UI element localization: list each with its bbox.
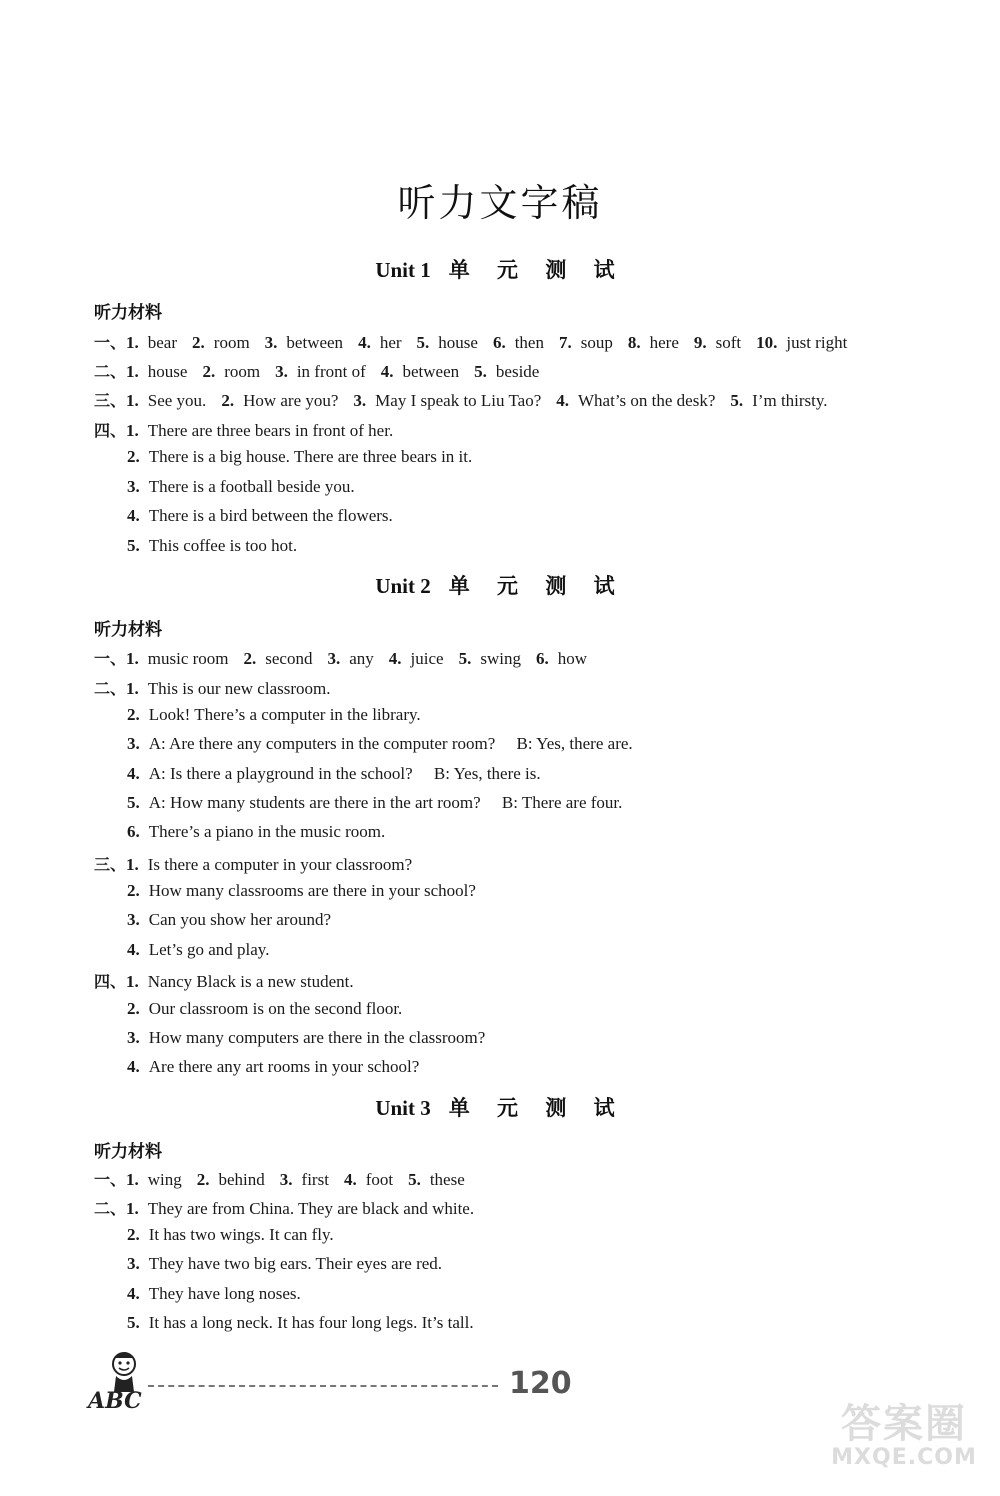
transcript-line (127, 822, 400, 842)
item-text: A: How many students are there in the art room? B: There are four. (148, 793, 623, 812)
item-text: music room (147, 649, 229, 668)
item-number: 3. (264, 333, 278, 352)
transcript-item (192, 333, 250, 352)
item-number: 1. (126, 1199, 139, 1218)
item-number: 2. (202, 362, 216, 381)
item-text: They are from China. They are black and white. (147, 1199, 475, 1218)
transcript-item (197, 1170, 265, 1189)
transcript-item (127, 734, 633, 753)
item-text: room (213, 333, 250, 352)
item-text: house (438, 333, 478, 352)
item-text: A: Is there a playground in the school? B: Yes, there is. (148, 764, 541, 783)
item-number: 1. (126, 855, 139, 874)
item-number: 8. (627, 333, 641, 352)
item-text: between (402, 362, 460, 381)
item-text: There is a football beside you. (148, 477, 355, 496)
transcript-item (126, 649, 229, 668)
item-text: It has two wings. It can fly. (148, 1225, 334, 1244)
item-text: Is there a computer in your classroom? (147, 855, 413, 874)
transcript-item (126, 1170, 182, 1189)
transcript-item (202, 362, 260, 381)
item-number: 4. (127, 1057, 140, 1076)
item-number: 4. (127, 764, 140, 783)
item-number: 1. (126, 391, 139, 410)
transcript-item (244, 649, 313, 668)
transcript-line (127, 1284, 316, 1304)
item-text: It has a long neck. It has four long legs. It’s tall. (148, 1313, 474, 1332)
transcript-item (126, 421, 393, 440)
item-number: 3. (327, 649, 341, 668)
section-number: 二、 (94, 679, 127, 698)
transcript-item (381, 362, 459, 381)
unit-test-heading: 单 元 测 试 (448, 258, 625, 282)
item-number: 3. (279, 1170, 293, 1189)
item-text: juice (410, 649, 444, 668)
item-text: I’m thirsty. (752, 391, 828, 410)
transcript-item (127, 822, 385, 841)
transcript-item (127, 999, 402, 1018)
item-text: wing (147, 1170, 182, 1189)
item-number: 3. (353, 391, 367, 410)
item-text: May I speak to Liu Tao? (375, 391, 542, 410)
unit-test-heading: 单 元 测 试 (448, 574, 625, 598)
transcript-item (730, 391, 827, 410)
item-text: just right (786, 333, 848, 352)
item-text: second (265, 649, 313, 668)
item-number: 4. (380, 362, 394, 381)
item-text: How many classrooms are there in your school? (148, 881, 476, 900)
transcript-item (127, 940, 269, 959)
transcript-item (127, 1254, 442, 1273)
transcript-item (127, 1057, 419, 1076)
transcript-item (126, 679, 330, 698)
item-text: house (147, 362, 188, 381)
transcript-item (127, 477, 355, 496)
transcript-line (127, 1313, 489, 1333)
item-number: 9. (693, 333, 707, 352)
item-text: between (286, 333, 344, 352)
transcript-line (94, 1196, 489, 1219)
unit-title (0, 254, 1000, 284)
transcript-line (94, 330, 862, 353)
item-text: beside (495, 362, 540, 381)
unit-label: Unit 3 (375, 1096, 431, 1120)
transcript-item (127, 1284, 301, 1303)
transcript-item (493, 333, 544, 352)
item-text: bear (147, 333, 178, 352)
item-text: any (349, 649, 374, 668)
transcript-item (628, 333, 679, 352)
transcript-item (127, 910, 331, 929)
transcript-item (127, 1313, 474, 1332)
item-number: 4. (127, 506, 140, 525)
item-number: 3. (275, 362, 288, 381)
transcript-item (327, 649, 373, 668)
item-text: Let’s go and play. (148, 940, 270, 959)
transcript-line (94, 359, 554, 382)
item-number: 2. (243, 649, 257, 668)
transcript-line (127, 1254, 457, 1274)
item-text: her (379, 333, 402, 352)
transcript-line (127, 506, 408, 526)
item-number: 5. (730, 391, 744, 410)
transcript-item (536, 649, 587, 668)
transcript-line (94, 646, 602, 669)
item-text: Look! There’s a computer in the library. (148, 705, 421, 724)
unit-label: Unit 2 (375, 574, 431, 598)
item-number: 2. (127, 705, 140, 724)
transcript-item (358, 333, 401, 352)
item-number: 5. (127, 536, 140, 555)
item-text: This coffee is too hot. (148, 536, 298, 555)
transcript-item (126, 391, 206, 410)
section-number: 一、 (94, 1170, 127, 1189)
transcript-line (127, 793, 637, 813)
transcript-item (127, 1225, 334, 1244)
transcript-line (127, 910, 346, 930)
item-text: Can you show her around? (148, 910, 331, 929)
item-text: A: Are there any computers in the computer room? B: Yes, there are. (148, 734, 633, 753)
transcript-line (94, 388, 843, 411)
footer-dashed-line (148, 1385, 498, 1387)
transcript-item (694, 333, 741, 352)
item-number: 5. (416, 333, 430, 352)
transcript-line (94, 852, 427, 875)
transcript-item (127, 881, 476, 900)
watermark-logo: 答案圈 (841, 1401, 967, 1447)
transcript-line (127, 1028, 500, 1048)
item-number: 4. (127, 940, 140, 959)
item-text: They have long noses. (148, 1284, 301, 1303)
transcript-line (127, 447, 487, 467)
transcript-item (474, 362, 539, 381)
item-number: 2. (127, 999, 140, 1018)
item-text: Our classroom is on the second floor. (148, 999, 403, 1018)
transcript-line (127, 999, 417, 1019)
unit-test-heading: 单 元 测 试 (448, 1096, 625, 1120)
item-text: How are you? (243, 391, 339, 410)
item-number: 1. (126, 333, 139, 352)
section-number: 一、 (94, 649, 127, 668)
item-text: What’s on the desk? (578, 391, 716, 410)
item-number: 3. (127, 910, 140, 929)
transcript-line (127, 1057, 434, 1077)
item-number: 5. (127, 1313, 140, 1332)
transcript-line (127, 764, 556, 784)
item-number: 6. (535, 649, 549, 668)
transcript-line (94, 676, 346, 699)
item-text: See you. (147, 391, 207, 410)
item-number: 1. (126, 1170, 139, 1189)
item-number: 6. (492, 333, 506, 352)
item-number: 10. (756, 333, 778, 352)
section-number: 四、 (94, 421, 127, 440)
transcript-line (127, 1225, 349, 1245)
transcript-item (126, 333, 177, 352)
transcript-item (265, 333, 343, 352)
item-text: soft (715, 333, 742, 352)
item-text: swing (480, 649, 521, 668)
section-number: 一、 (94, 333, 127, 352)
section-number: 三、 (94, 855, 127, 874)
item-text: They have two big ears. Their eyes are red. (148, 1254, 443, 1273)
item-number: 2. (127, 1225, 140, 1244)
item-text: This is our new classroom. (147, 679, 331, 698)
transcript-line (94, 1167, 480, 1190)
item-text: how (557, 649, 587, 668)
item-text: foot (365, 1170, 394, 1189)
item-text: first (301, 1170, 329, 1189)
transcript-item (221, 391, 338, 410)
item-number: 1. (126, 649, 139, 668)
transcript-item (417, 333, 478, 352)
transcript-item (127, 447, 472, 466)
item-number: 2. (196, 1170, 210, 1189)
transcript-item (389, 649, 444, 668)
item-text: soup (580, 333, 613, 352)
item-number: 3. (127, 1254, 140, 1273)
watermark (814, 1392, 994, 1470)
transcript-item (127, 764, 541, 783)
item-number: 1. (126, 972, 139, 991)
transcript-line (127, 536, 312, 556)
item-number: 4. (388, 649, 402, 668)
item-number: 1. (126, 679, 139, 698)
item-number: 4. (556, 391, 570, 410)
transcript-item (280, 1170, 329, 1189)
page-number: 120 (509, 1366, 572, 1401)
item-number: 2. (192, 333, 205, 352)
item-number: 7. (558, 333, 572, 352)
item-text: There’s a piano in the music room. (148, 822, 386, 841)
unit-title (0, 1092, 1000, 1122)
transcript-item (126, 1199, 474, 1218)
item-number: 1. (126, 362, 139, 381)
item-number: 5. (458, 649, 472, 668)
transcript-item (126, 972, 354, 991)
mascot-letters: ABC (88, 1388, 142, 1414)
item-text: here (649, 333, 679, 352)
transcript-line (94, 418, 408, 441)
item-text: then (514, 333, 544, 352)
item-text: in front of (296, 362, 366, 381)
transcript-line (127, 477, 370, 497)
item-number: 4. (343, 1170, 357, 1189)
item-number: 4. (358, 333, 371, 352)
item-number: 4. (127, 1284, 140, 1303)
transcript-item (275, 362, 366, 381)
item-number: 5. (408, 1170, 421, 1189)
transcript-item (556, 391, 715, 410)
item-text: Nancy Black is a new student. (147, 972, 354, 991)
page-title: 听力文字稿 (397, 181, 603, 225)
item-text: room (224, 362, 261, 381)
item-text: How many computers are there in the classroom? (148, 1028, 486, 1047)
transcript-item (127, 705, 421, 724)
transcript-item (459, 649, 521, 668)
unit-title (0, 570, 1000, 600)
transcript-line (127, 734, 648, 754)
transcript-item (127, 536, 297, 555)
listening-material-label: 听力材料 (94, 1142, 162, 1162)
item-number: 1. (126, 421, 139, 440)
item-number: 2. (221, 391, 235, 410)
section-number: 二、 (94, 362, 127, 381)
transcript-line (127, 881, 491, 901)
item-text: There is a big house. There are three bears in it. (148, 447, 473, 466)
watermark-site: MXQE.COM (831, 1445, 977, 1470)
abc-mascot-icon (88, 1350, 150, 1427)
section-number: 二、 (94, 1199, 127, 1218)
transcript-item (127, 793, 622, 812)
transcript-item (127, 1028, 485, 1047)
item-number: 2. (127, 447, 140, 466)
item-number: 2. (127, 881, 140, 900)
item-number: 5. (474, 362, 487, 381)
unit-label: Unit 1 (375, 258, 431, 282)
item-number: 6. (127, 822, 140, 841)
item-text: There are three bears in front of her. (147, 421, 394, 440)
section-number: 四、 (94, 972, 127, 991)
transcript-line (94, 969, 369, 992)
transcript-line (127, 940, 284, 960)
item-text: There is a bird between the flowers. (148, 506, 393, 525)
transcript-item (408, 1170, 465, 1189)
item-text: behind (218, 1170, 265, 1189)
item-number: 3. (127, 477, 140, 496)
item-text: Are there any art rooms in your school? (148, 1057, 420, 1076)
transcript-item (344, 1170, 393, 1189)
transcript-item (756, 333, 847, 352)
transcript-item (126, 362, 187, 381)
item-number: 3. (127, 734, 140, 753)
transcript-line (127, 705, 436, 725)
item-number: 5. (127, 793, 140, 812)
listening-material-label: 听力材料 (94, 620, 162, 640)
transcript-item (353, 391, 541, 410)
item-number: 3. (127, 1028, 140, 1047)
section-number: 三、 (94, 391, 127, 410)
listening-material-label: 听力材料 (94, 303, 162, 323)
item-text: these (429, 1170, 465, 1189)
transcript-item (559, 333, 613, 352)
transcript-item (127, 506, 393, 525)
transcript-item (126, 855, 412, 874)
